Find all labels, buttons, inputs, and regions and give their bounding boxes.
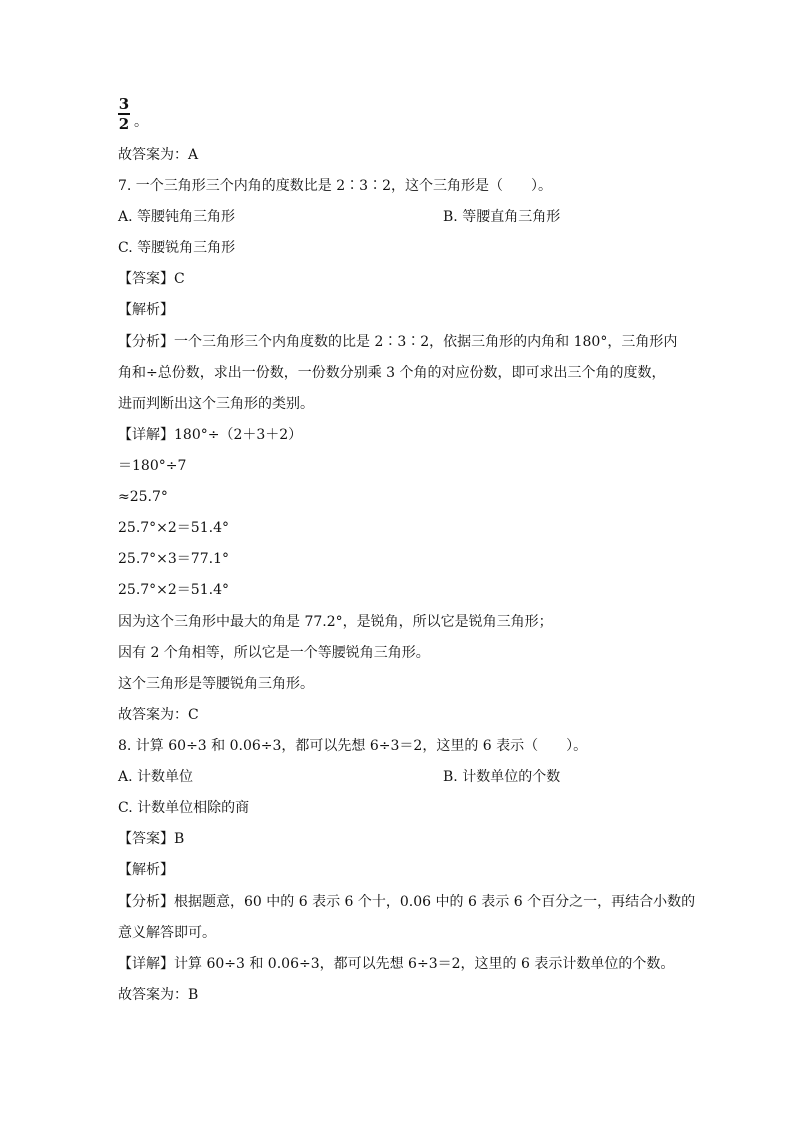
- q8-analysis-heading: 【解析】: [118, 862, 174, 878]
- q7-detail-line-7: 因为这个三角形中最大的角是 77.2°，是锐角，所以它是锐角三角形；: [118, 614, 553, 630]
- q7-analysis-line-1: 【分析】一个三角形三个内角度数的比是 2∶3∶2，依据三角形的内角和 180°，三角形内: [118, 334, 678, 350]
- q8-analysis-line-1: 【分析】根据题意，60 中的 6 表示 6 个十，0.06 中的 6 表示 6 个百分之一，再结合小数的: [118, 894, 696, 910]
- q7-detail-line-4: 25.7°×2＝51.4°: [118, 520, 229, 536]
- fraction-denominator: 2: [118, 114, 130, 133]
- q7-detail-line-9: 这个三角形是等腰锐角三角形。: [118, 676, 314, 692]
- q7-analysis-line-2: 角和÷总份数，求出一份数，一份数分别乘 3 个角的对应份数，即可求出三个角的度数，: [118, 365, 666, 381]
- q7-option-c: C. 等腰锐角三角形: [118, 240, 236, 256]
- q8-answer: 【答案】B: [118, 831, 185, 847]
- fraction-numerator: 3: [118, 95, 130, 113]
- q8-answer-conclusion: 故答案为：B: [118, 987, 199, 1003]
- q7-answer-conclusion: 故答案为：C: [118, 707, 199, 723]
- q7-detail-line-6: 25.7°×2＝51.4°: [118, 582, 229, 598]
- q7-analysis-heading: 【解析】: [118, 302, 174, 318]
- q7-option-b: B. 等腰直角三角形: [443, 209, 561, 225]
- q7-detail-line-3: ≈25.7°: [118, 489, 168, 505]
- q8-option-a: A. 计数单位: [118, 769, 194, 785]
- q8-analysis-line-2: 意义解答即可。: [118, 925, 216, 941]
- fraction-period: 。: [134, 113, 148, 130]
- fraction-stack: [118, 96, 130, 132]
- q8-detail: 【详解】计算 60÷3 和 0.06÷3，都可以先想 6÷3＝2，这里的 6 表示计数单位的个数。: [118, 956, 675, 972]
- fraction-three-halves: [118, 96, 148, 132]
- q7-option-a: A. 等腰钝角三角形: [118, 209, 236, 225]
- q7-analysis-line-3: 进而判断出这个三角形的类别。: [118, 396, 314, 412]
- q6-answer-conclusion: 故答案为：A: [118, 147, 199, 163]
- q8-question: 8. 计算 60÷3 和 0.06÷3，都可以先想 6÷3＝2，这里的 6 表示（ ）。: [118, 738, 588, 754]
- q7-answer: 【答案】C: [118, 271, 185, 287]
- q7-detail-line-1: 【详解】180°÷（2＋3＋2）: [118, 427, 303, 443]
- q7-detail-line-5: 25.7°×3＝77.1°: [118, 551, 229, 567]
- q7-detail-line-8: 因有 2 个角相等，所以它是一个等腰锐角三角形。: [118, 645, 430, 661]
- q8-option-c: C. 计数单位相除的商: [118, 800, 250, 816]
- q7-detail-line-2: ＝180°÷7: [118, 458, 187, 474]
- q8-option-b: B. 计数单位的个数: [443, 769, 561, 785]
- q7-question: 7. 一个三角形三个内角的度数比是 2∶3∶2，这个三角形是（ ）。: [118, 178, 552, 194]
